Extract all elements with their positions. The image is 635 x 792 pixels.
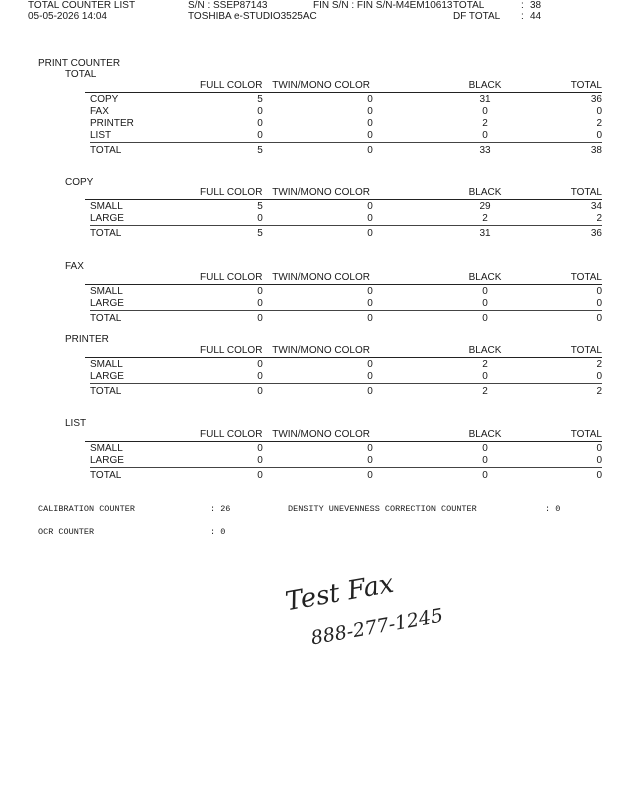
total-cell-full-color: 0 bbox=[257, 313, 263, 324]
column-header-black: BLACK bbox=[468, 345, 502, 356]
cell-label: LIST bbox=[90, 130, 112, 141]
column-header-twin-mono: TWIN/MONO COLOR bbox=[272, 272, 370, 283]
total-cell-black: 2 bbox=[482, 386, 488, 397]
cell-label: FAX bbox=[90, 106, 109, 117]
total-cell-black: 0 bbox=[482, 470, 488, 481]
cell-twin-mono: 0 bbox=[367, 130, 373, 141]
column-header-row bbox=[90, 80, 602, 91]
cell-twin-mono: 0 bbox=[367, 286, 373, 297]
cell-label: SMALL bbox=[90, 201, 123, 212]
cell-full-color: 0 bbox=[257, 130, 263, 141]
total-rule bbox=[90, 142, 602, 143]
cell-twin-mono: 0 bbox=[367, 371, 373, 382]
cell-full-color: 0 bbox=[257, 286, 263, 297]
total-rule bbox=[90, 383, 602, 384]
section-title: LIST bbox=[65, 418, 87, 429]
cell-full-color: 0 bbox=[257, 298, 263, 309]
df-total-value: 44 bbox=[530, 11, 542, 22]
total-cell-twin-mono: 0 bbox=[367, 313, 373, 324]
cell-twin-mono: 0 bbox=[367, 94, 373, 105]
cell-full-color: 0 bbox=[257, 106, 263, 117]
column-header-twin-mono: TWIN/MONO COLOR bbox=[272, 187, 370, 198]
cell-black: 0 bbox=[482, 443, 488, 454]
section-title: COPY bbox=[65, 177, 94, 188]
column-header-full-color: FULL COLOR bbox=[200, 345, 263, 356]
cell-label: SMALL bbox=[90, 443, 123, 454]
cell-black: 0 bbox=[482, 130, 488, 141]
column-header-total: TOTAL bbox=[570, 80, 602, 91]
cell-total: 0 bbox=[596, 443, 602, 454]
cell-twin-mono: 0 bbox=[367, 359, 373, 370]
column-header-twin-mono: TWIN/MONO COLOR bbox=[272, 429, 370, 440]
cell-label: LARGE bbox=[90, 213, 124, 224]
cell-black: 29 bbox=[479, 201, 491, 212]
total-cell-label: TOTAL bbox=[90, 386, 122, 397]
total-cell-black: 0 bbox=[482, 313, 488, 324]
calibration-counter-label: CALIBRATION COUNTER bbox=[38, 504, 135, 514]
section-title: PRINTER bbox=[65, 334, 109, 345]
cell-twin-mono: 0 bbox=[367, 213, 373, 224]
cell-black: 2 bbox=[482, 118, 488, 129]
total-cell-total: 0 bbox=[596, 470, 602, 481]
column-header-twin-mono: TWIN/MONO COLOR bbox=[272, 80, 370, 91]
total-cell-total: 38 bbox=[590, 145, 602, 156]
cell-twin-mono: 0 bbox=[367, 443, 373, 454]
column-header-total: TOTAL bbox=[570, 345, 602, 356]
total-cell-label: TOTAL bbox=[90, 228, 122, 239]
total-cell-full-color: 0 bbox=[257, 386, 263, 397]
cell-total: 34 bbox=[590, 201, 602, 212]
report-title: TOTAL COUNTER LIST bbox=[28, 0, 136, 11]
column-header-total: TOTAL bbox=[570, 187, 602, 198]
cell-full-color: 0 bbox=[257, 371, 263, 382]
cell-total: 0 bbox=[596, 286, 602, 297]
header-rule bbox=[85, 199, 602, 200]
total-label: TOTAL bbox=[453, 0, 485, 11]
handwritten-note-line2: 888-277-1245 bbox=[309, 604, 445, 650]
column-header-row bbox=[90, 345, 602, 356]
density-counter-label: DENSITY UNEVENNESS CORRECTION COUNTER bbox=[288, 504, 477, 514]
cell-total: 36 bbox=[590, 94, 602, 105]
table-row bbox=[90, 94, 602, 105]
total-cell-twin-mono: 0 bbox=[367, 145, 373, 156]
header-rule bbox=[85, 284, 602, 285]
column-header-black: BLACK bbox=[468, 187, 502, 198]
fin-serial-number: FIN S/N : FIN S/N-M4EM10613 bbox=[313, 0, 453, 11]
table-row bbox=[90, 455, 602, 466]
table-row bbox=[90, 201, 602, 212]
total-cell-twin-mono: 0 bbox=[367, 386, 373, 397]
print-counter-title: PRINT COUNTER bbox=[38, 58, 121, 69]
total-cell-twin-mono: 0 bbox=[367, 228, 373, 239]
cell-full-color: 0 bbox=[257, 359, 263, 370]
section-title: FAX bbox=[65, 261, 84, 272]
cell-label: SMALL bbox=[90, 286, 123, 297]
column-header-twin-mono: TWIN/MONO COLOR bbox=[272, 345, 370, 356]
total-cell-full-color: 0 bbox=[257, 470, 263, 481]
cell-total: 0 bbox=[596, 298, 602, 309]
column-header-total: TOTAL bbox=[570, 429, 602, 440]
column-header-black: BLACK bbox=[468, 80, 502, 91]
total-cell-total: 2 bbox=[596, 386, 602, 397]
cell-label: LARGE bbox=[90, 455, 124, 466]
device-model: TOSHIBA e-STUDIO3525AC bbox=[188, 11, 317, 22]
cell-full-color: 0 bbox=[257, 213, 263, 224]
cell-total: 0 bbox=[596, 106, 602, 117]
total-cell-total: 0 bbox=[596, 313, 602, 324]
cell-black: 0 bbox=[482, 455, 488, 466]
table-row bbox=[90, 371, 602, 382]
cell-twin-mono: 0 bbox=[367, 298, 373, 309]
cell-label: LARGE bbox=[90, 298, 124, 309]
cell-black: 2 bbox=[482, 359, 488, 370]
total-row bbox=[90, 313, 602, 324]
cell-total: 2 bbox=[596, 213, 602, 224]
table-row bbox=[90, 359, 602, 370]
column-header-full-color: FULL COLOR bbox=[200, 272, 263, 283]
ocr-counter-label: OCR COUNTER bbox=[38, 527, 95, 537]
header-rule bbox=[85, 441, 602, 442]
table-row bbox=[90, 443, 602, 454]
total-cell-black: 33 bbox=[479, 145, 491, 156]
column-header-row bbox=[90, 429, 602, 440]
column-header-row bbox=[90, 272, 602, 283]
total-value: 38 bbox=[530, 0, 542, 11]
table-row bbox=[90, 298, 602, 309]
cell-total: 2 bbox=[596, 359, 602, 370]
density-counter-value: : 0 bbox=[545, 504, 561, 514]
cell-label: COPY bbox=[90, 94, 119, 105]
calibration-counter-value: : 26 bbox=[210, 504, 231, 514]
column-header-full-color: FULL COLOR bbox=[200, 80, 263, 91]
cell-full-color: 0 bbox=[257, 443, 263, 454]
cell-black: 2 bbox=[482, 213, 488, 224]
table-row bbox=[90, 286, 602, 297]
total-rule bbox=[90, 225, 602, 226]
cell-twin-mono: 0 bbox=[367, 118, 373, 129]
cell-total: 0 bbox=[596, 130, 602, 141]
total-cell-full-color: 5 bbox=[257, 145, 263, 156]
cell-total: 0 bbox=[596, 371, 602, 382]
column-header-full-color: FULL COLOR bbox=[200, 429, 263, 440]
ocr-counter-value: : 0 bbox=[210, 527, 226, 537]
report-datetime: 05-05-2026 14:04 bbox=[28, 11, 107, 22]
column-header-full-color: FULL COLOR bbox=[200, 187, 263, 198]
cell-total: 0 bbox=[596, 455, 602, 466]
cell-black: 0 bbox=[482, 371, 488, 382]
total-cell-black: 31 bbox=[479, 228, 491, 239]
cell-total: 2 bbox=[596, 118, 602, 129]
serial-number: S/N : SSEP87143 bbox=[188, 0, 268, 11]
total-cell-twin-mono: 0 bbox=[367, 470, 373, 481]
table-row bbox=[90, 130, 602, 141]
df-total-label: DF TOTAL bbox=[453, 11, 501, 22]
cell-black: 0 bbox=[482, 298, 488, 309]
cell-label: PRINTER bbox=[90, 118, 134, 129]
cell-full-color: 0 bbox=[257, 455, 263, 466]
handwritten-note-line1: Test Fax bbox=[283, 568, 396, 618]
table-row bbox=[90, 118, 602, 129]
total-rule bbox=[90, 467, 602, 468]
cell-black: 0 bbox=[482, 286, 488, 297]
column-header-row bbox=[90, 187, 602, 198]
cell-full-color: 5 bbox=[257, 201, 263, 212]
total-row bbox=[90, 145, 602, 156]
column-header-black: BLACK bbox=[468, 429, 502, 440]
cell-full-color: 0 bbox=[257, 118, 263, 129]
total-rule bbox=[90, 310, 602, 311]
cell-black: 31 bbox=[479, 94, 491, 105]
cell-twin-mono: 0 bbox=[367, 201, 373, 212]
total-cell-total: 36 bbox=[590, 228, 602, 239]
total-cell-label: TOTAL bbox=[90, 145, 122, 156]
total-row bbox=[90, 386, 602, 397]
cell-label: LARGE bbox=[90, 371, 124, 382]
total-row bbox=[90, 470, 602, 481]
table-row bbox=[90, 106, 602, 117]
cell-twin-mono: 0 bbox=[367, 106, 373, 117]
cell-full-color: 5 bbox=[257, 94, 263, 105]
header-rule bbox=[85, 92, 602, 93]
total-cell-label: TOTAL bbox=[90, 313, 122, 324]
print-counter-subtitle: TOTAL bbox=[65, 69, 97, 80]
header-rule bbox=[85, 357, 602, 358]
total-row bbox=[90, 228, 602, 239]
column-header-total: TOTAL bbox=[570, 272, 602, 283]
total-cell-label: TOTAL bbox=[90, 470, 122, 481]
column-header-black: BLACK bbox=[468, 272, 502, 283]
table-row bbox=[90, 213, 602, 224]
total-cell-full-color: 5 bbox=[257, 228, 263, 239]
cell-label: SMALL bbox=[90, 359, 123, 370]
cell-twin-mono: 0 bbox=[367, 455, 373, 466]
cell-black: 0 bbox=[482, 106, 488, 117]
df-total-separator: : bbox=[521, 11, 524, 22]
total-separator: : bbox=[521, 0, 524, 11]
